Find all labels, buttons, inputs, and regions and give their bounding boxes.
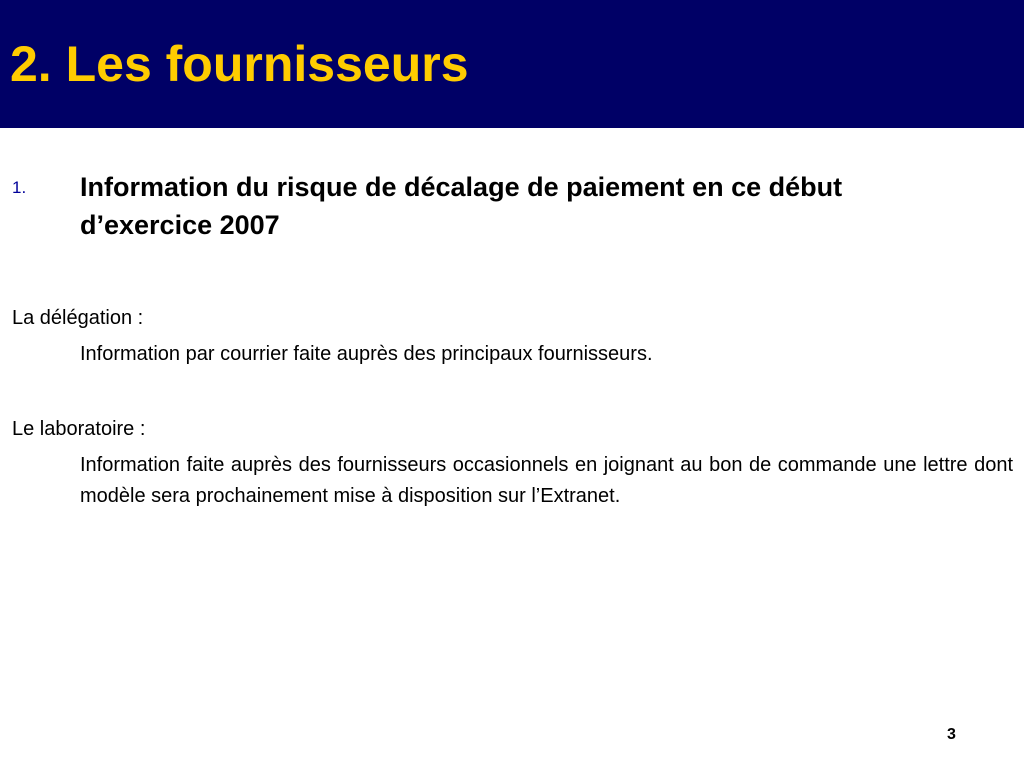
list-item-heading: Information du risque de décalage de paiement en ce début d’exercice 2007 xyxy=(80,172,843,240)
slide-title: 2. Les fournisseurs xyxy=(10,36,469,92)
delegation-label: La délégation : xyxy=(12,307,144,329)
title-band xyxy=(0,0,1024,128)
delegation-text: Information par courrier faite auprès des principaux fournisseurs. xyxy=(80,343,653,365)
list-item-number: 1. xyxy=(12,178,27,197)
laboratoire-label: Le laboratoire : xyxy=(12,418,146,440)
page-number: 3 xyxy=(947,726,956,743)
laboratoire-text: Information faite auprès des fournisseurs occasionnels en joignant au bon de commande une lettre dont modèle sera prochainement mise à disposition sur l’Extranet. xyxy=(80,454,1013,507)
